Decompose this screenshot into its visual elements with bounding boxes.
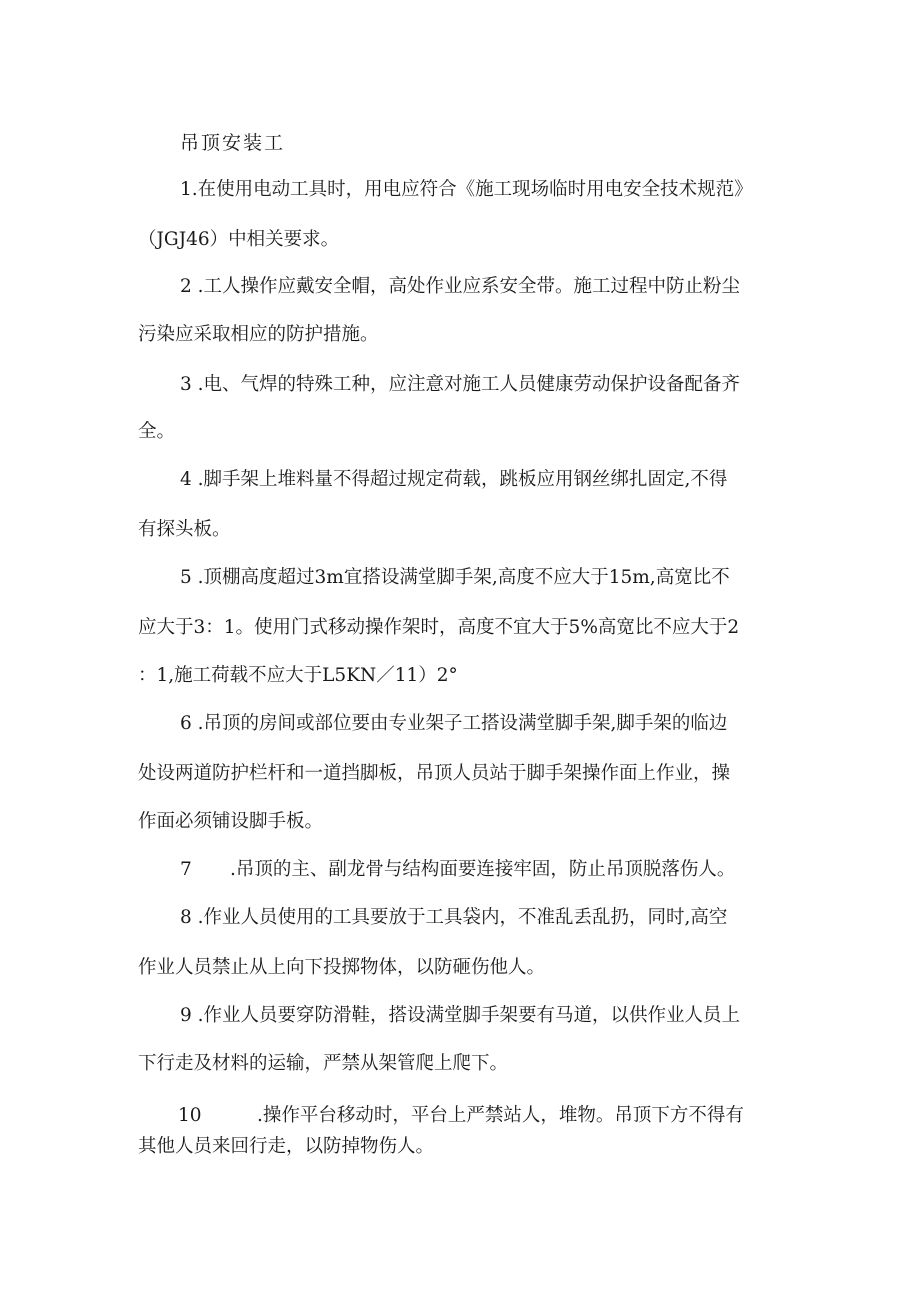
item-1-line-1: 1.在使用电动工具时，用电应符合《施工现场临时用电安全技术规范》 xyxy=(180,179,753,200)
item-9-line-2: 下行走及材料的运输，严禁从架管爬上爬下。 xyxy=(138,1053,509,1074)
item-4-line-2: 有探头板。 xyxy=(138,519,231,540)
item-10-line-1: .操作平台移动时，平台上严禁站人，堆物。吊顶下方不得有 xyxy=(257,1105,744,1126)
item-1-line-2: （JGJ46）中相关要求。 xyxy=(138,229,340,250)
item-5-line-1: 5 .顶棚高度超过3m宜搭设满堂脚手架,高度不应大于15m,高宽比不 xyxy=(180,567,730,588)
item-8-line-2: 作业人员禁止从上向下投掷物体，以防砸伤他人。 xyxy=(138,957,546,978)
document-title: 吊顶安装工 xyxy=(180,132,286,154)
item-3-line-1: 3 .电、气焊的特殊工种，应注意对施工人员健康劳动保护设备配备齐 xyxy=(180,374,741,395)
item-6-line-3: 作面必须铺设脚手板。 xyxy=(138,811,324,832)
item-6-line-2: 处设两道防护栏杆和一道挡脚板，吊顶人员站于脚手架操作面上作业，操 xyxy=(138,763,731,784)
item-7-number: 7 xyxy=(180,859,192,880)
item-5-line-3: ：1,施工荷载不应大于L5KN／11）2° xyxy=(138,665,458,686)
item-9-line-1: 9 .作业人员要穿防滑鞋，搭设满堂脚手架要有马道，以供作业人员上 xyxy=(180,1005,741,1026)
item-10-line-2: 其他人员来回行走，以防掉物伤人。 xyxy=(138,1136,435,1157)
item-8-line-1: 8 .作业人员使用的工具要放于工具袋内，不准乱丢乱扔，同时,高空 xyxy=(180,907,728,928)
item-2-line-1: 2 .工人操作应戴安全帽，高处作业应系安全带。施工过程中防止粉尘 xyxy=(180,276,741,297)
item-7-line-1: .吊顶的主、副龙骨与结构面要连接牢固，防止吊顶脱落伤人。 xyxy=(230,859,736,880)
item-10-number: 10 xyxy=(178,1105,202,1126)
item-5-line-2: 应大于3：1。使用门式移动操作架时，高度不宜大于5%高宽比不应大于2 xyxy=(138,617,740,638)
item-3-line-2: 全。 xyxy=(138,421,176,442)
item-4-line-1: 4 .脚手架上堆料量不得超过规定荷载，跳板应用钢丝绑扎固定,不得 xyxy=(180,469,728,490)
item-2-line-2: 污染应采取相应的防护措施。 xyxy=(138,324,379,345)
item-6-line-1: 6 .吊顶的房间或部位要由专业架子工搭设满堂脚手架,脚手架的临边 xyxy=(180,713,728,734)
